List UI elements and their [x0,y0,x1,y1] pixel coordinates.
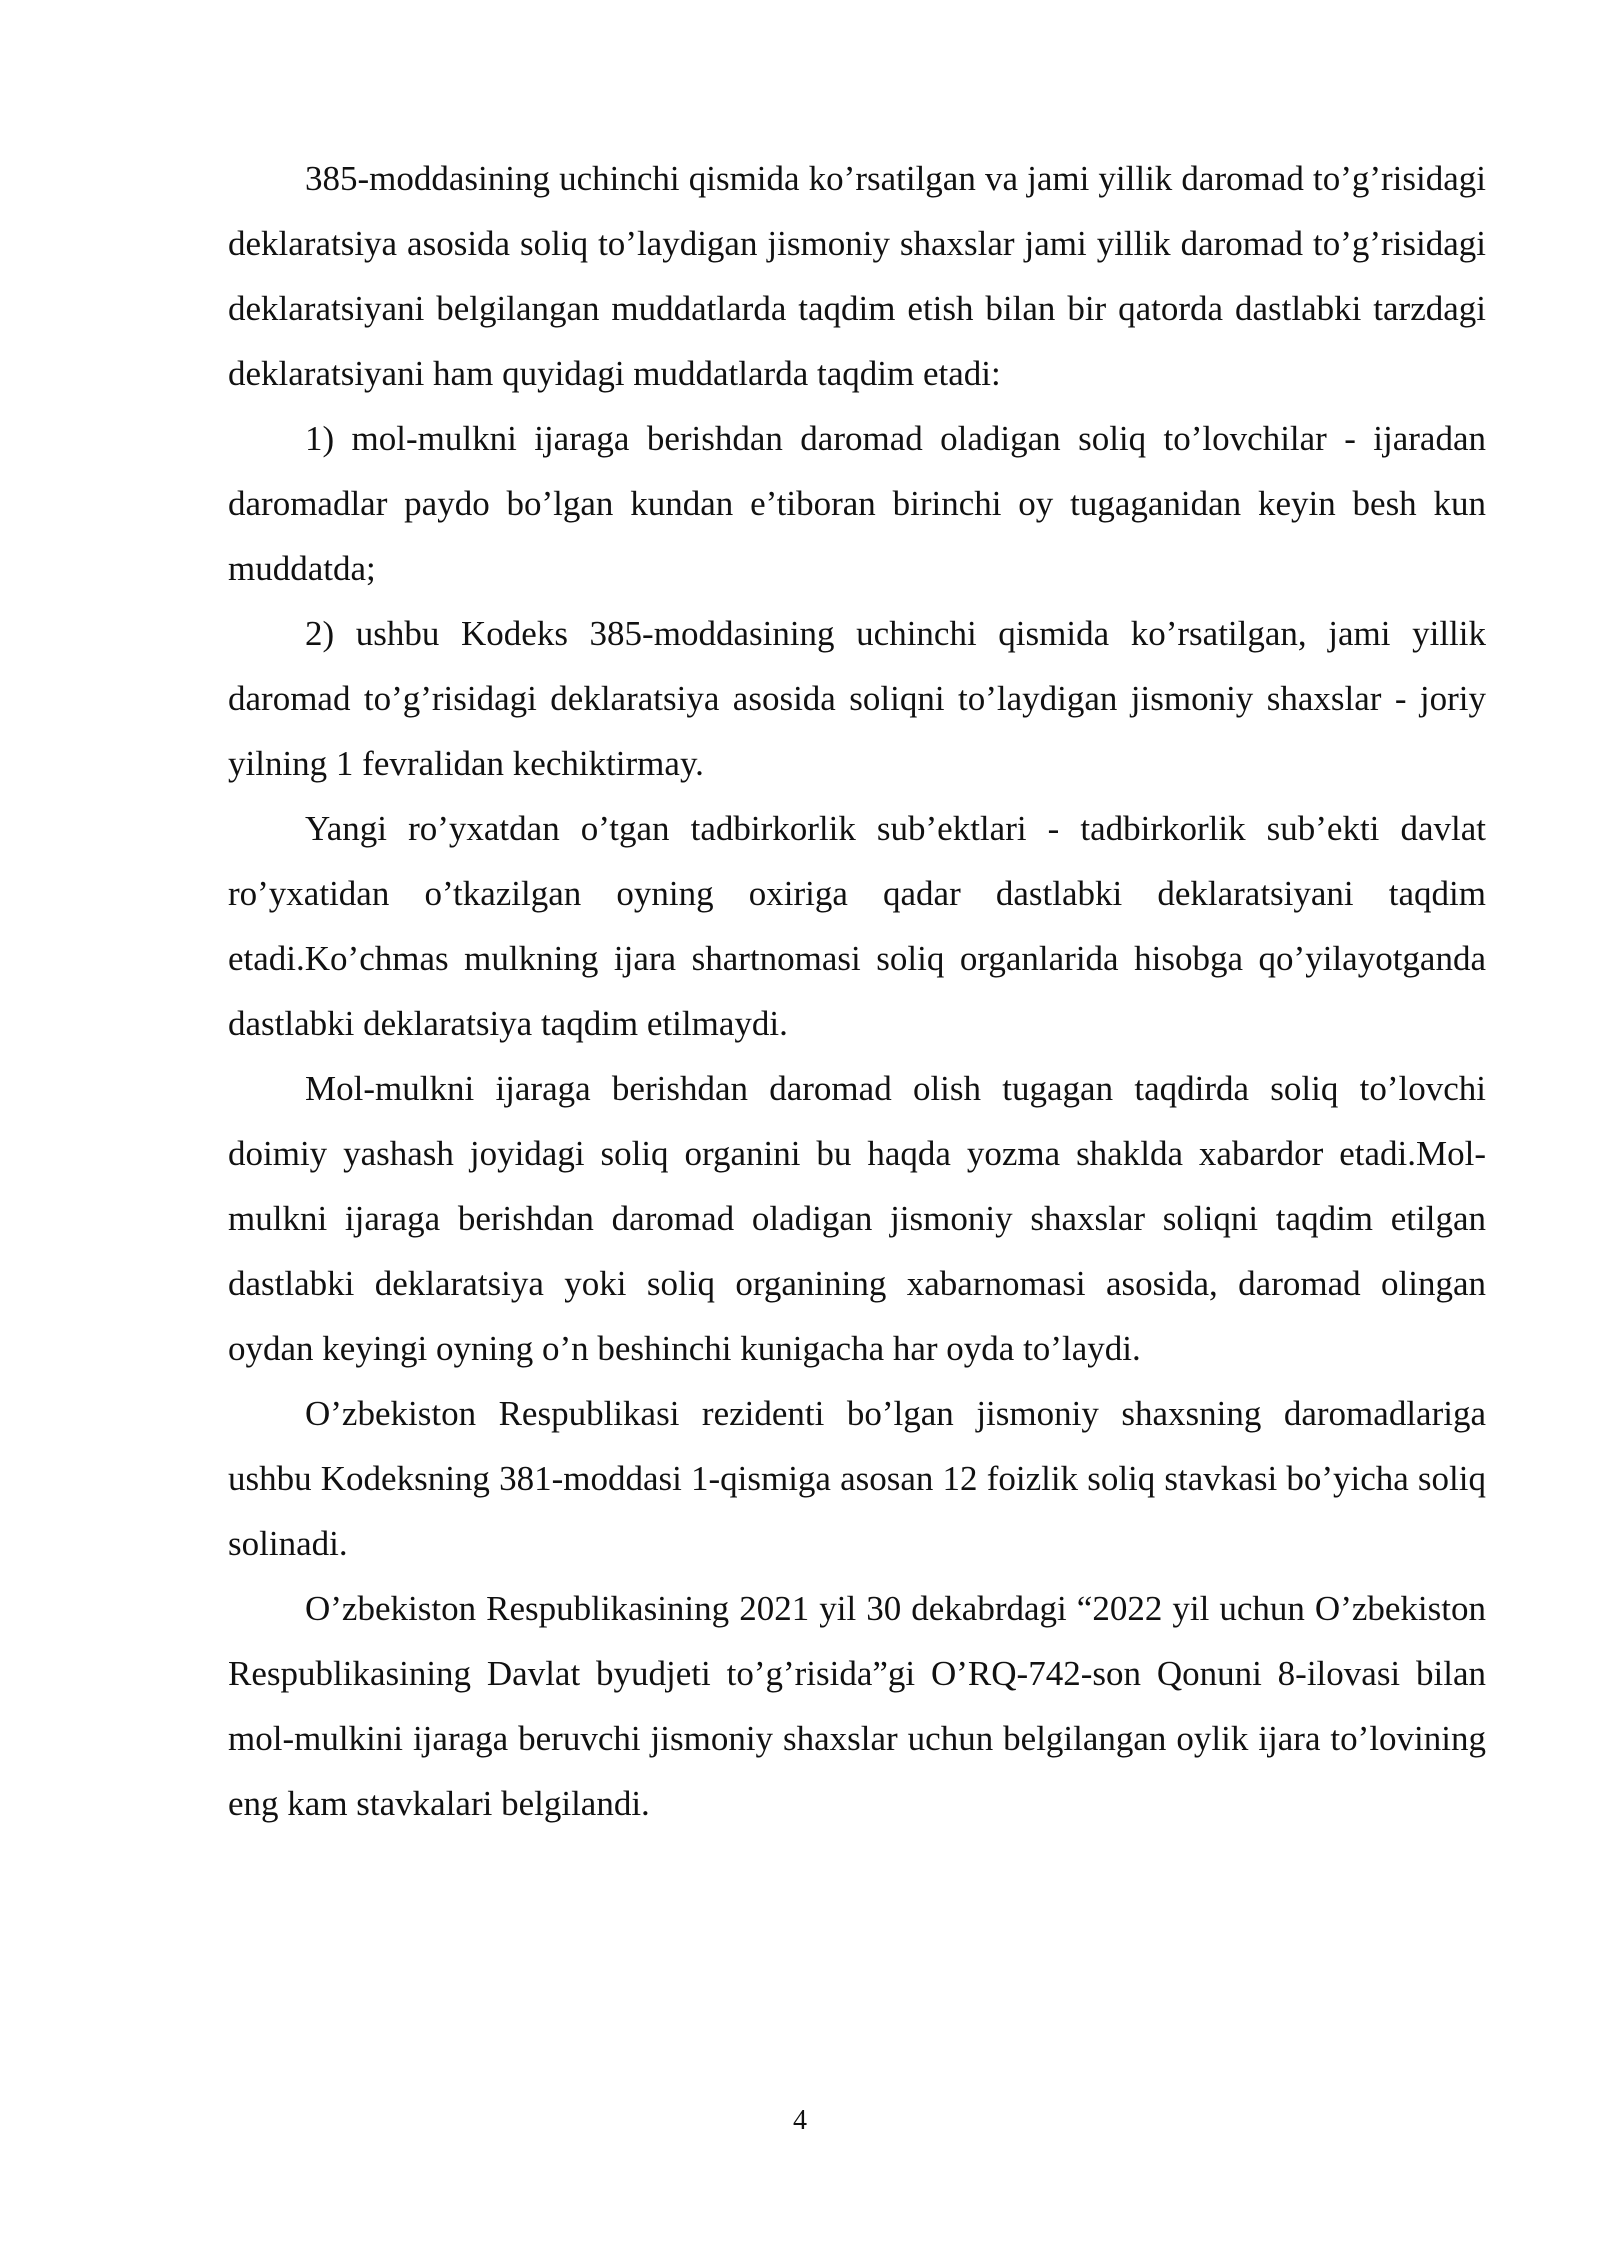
page-number: 4 [793,2105,807,2136]
document-body [228,146,1486,1836]
paragraph-new-entities: Yangi ro’yxatdan o’tgan tadbirkorlik sub’ektlari - tadbirkorlik sub’ekti davlat ro’yxatidan o’tkazilgan oyning oxiriga qadar dastlabki deklaratsiyani taqdim etadi.Ko’chmas mulkning ijara shartnomasi soliq organlarida hisobga qo’yilayotganda dastlabki deklaratsiya taqdim etilmaydi. [228,809,1486,1043]
paragraph-item-1-rental: 1) mol-mulkni ijaraga berishdan daromad oladigan soliq to’lovchilar - ijaradan daromadlar paydo bo’lgan kundan e’tiboran birinchi oy tugaganidan keyin besh kun muddatda; [228,419,1486,588]
paragraph-item-2-annual: 2) ushbu Kodeks 385-moddasining uchinchi qismida ko’rsatilgan, jami yillik daromad to’g’risidagi deklaratsiya asosida soliqni to’laydigan jismoniy shaxslar - joriy yilning 1 fevralidan kechiktirmay. [228,614,1486,783]
paragraph-declaration-intro: 385-moddasining uchinchi qismida ko’rsatilgan va jami yillik daromad to’g’risidagi deklaratsiya asosida soliq to’laydigan jismoniy shaxslar jami yillik daromad to’g’risidagi deklaratsiyani belgilangan muddatlarda taqdim etish bilan bir qatorda dastlabki tarzdagi deklaratsiyani ham quyidagi muddatlarda taqdim etadi: [228,159,1486,393]
paragraph-resident-tax-rate: O’zbekiston Respublikasi rezidenti bo’lgan jismoniy shaxsning daromadlariga ushbu Kodeksning 381-moddasi 1-qismiga asosan 12 foizlik soliq stavkasi bo’yicha soliq solinadi. [228,1394,1486,1563]
paragraph-rental-termination: Mol-mulkni ijaraga berishdan daromad olish tugagan taqdirda soliq to’lovchi doimiy yashash joyidagi soliq organini bu haqda yozma shaklda xabardor etadi.Mol-mulkni ijaraga berishdan daromad oladigan jismoniy shaxslar soliqni taqdim etilgan dastlabki deklaratsiya yoki soliq organining xabarnomasi asosida, daromad olingan oydan keyingi oyning o’n beshinchi kunigacha har oyda to’laydi. [228,1069,1486,1368]
paragraph-budget-law: O’zbekiston Respublikasining 2021 yil 30 dekabrdagi “2022 yil uchun O’zbekiston Respublikasining Davlat byudjeti to’g’risida”gi O’RQ-742-son Qonuni 8-ilovasi bilan mol-mulkini ijaraga beruvchi jismoniy shaxslar uchun belgilangan oylik ijara to’lovining eng kam stavkalari belgilandi. [228,1589,1486,1823]
